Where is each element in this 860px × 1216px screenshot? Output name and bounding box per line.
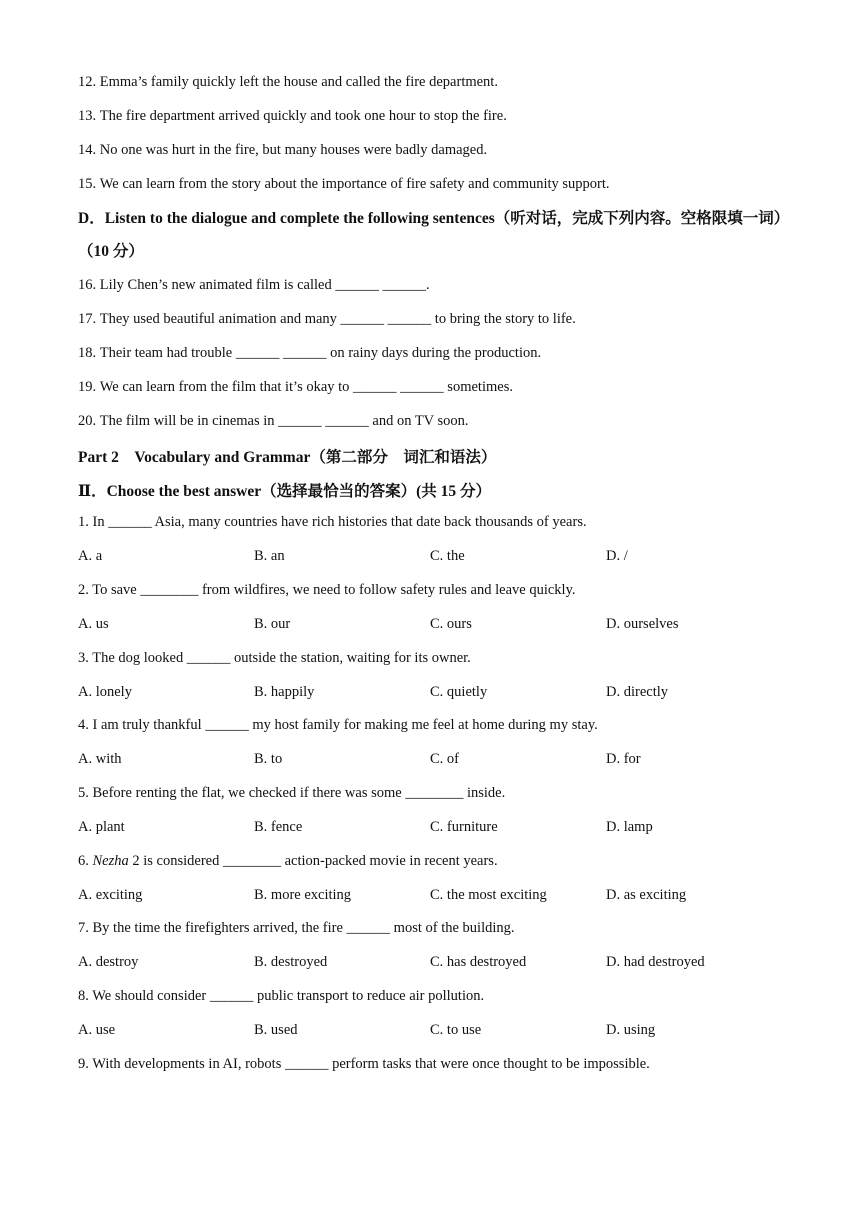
option-b: B. destroyed bbox=[254, 954, 328, 970]
option-a: A. exciting bbox=[78, 887, 143, 903]
option-c: C. the most exciting bbox=[430, 887, 547, 903]
item-12 bbox=[78, 74, 498, 91]
item-text: We can learn from the film that it’s okay to ______ ______ sometimes. bbox=[99, 379, 513, 395]
movie-title: Nezha bbox=[92, 853, 129, 869]
option-d: D. using bbox=[606, 1022, 656, 1038]
item-number: 18. bbox=[78, 345, 97, 361]
item-17 bbox=[78, 311, 576, 328]
question-4: 4. I am truly thankful ______ my host family for making me feel at home during my stay. bbox=[78, 717, 598, 733]
option-d: D. lamp bbox=[606, 819, 653, 835]
option-b: B. fence bbox=[254, 819, 303, 835]
item-number: 20. bbox=[78, 413, 97, 429]
part2-subheading: Ⅱ．Choose the best answer（选择最恰当的答案）(共 15 分） bbox=[78, 483, 492, 500]
item-18 bbox=[78, 345, 541, 362]
question-9: 9. With developments in AI, robots ______ perform tasks that were once thought to be impossible. bbox=[78, 1056, 650, 1072]
item-text: The film will be in cinemas in ______ ______ and on TV soon. bbox=[99, 413, 469, 429]
option-d: D. as exciting bbox=[606, 887, 687, 903]
item-number: 17. bbox=[78, 311, 97, 327]
question-number: 6. bbox=[78, 853, 93, 869]
option-b: B. to bbox=[254, 751, 283, 767]
item-text: Emma’s family quickly left the house and called the fire department. bbox=[99, 74, 498, 90]
item-number: 19. bbox=[78, 379, 97, 395]
question-2: 2. To save ________ from wildfires, we need to follow safety rules and leave quickly. bbox=[78, 582, 576, 598]
item-text: They used beautiful animation and many ______ ______ to bring the story to life. bbox=[99, 311, 576, 327]
option-a: A. a bbox=[78, 548, 103, 564]
question-7: 7. By the time the firefighters arrived, the fire ______ most of the building. bbox=[78, 920, 515, 936]
question-text: 2 is considered ________ action-packed movie in recent years. bbox=[128, 853, 498, 869]
option-a: A. plant bbox=[78, 819, 125, 835]
item-number: 15. bbox=[78, 176, 97, 192]
option-b: B. happily bbox=[254, 684, 315, 700]
question-1: 1. In ______ Asia, many countries have rich histories that date back thousands of years. bbox=[78, 514, 587, 530]
item-20 bbox=[78, 413, 469, 430]
item-14 bbox=[78, 142, 487, 159]
option-d: D. had destroyed bbox=[606, 954, 705, 970]
item-number: 13. bbox=[78, 108, 97, 124]
option-a: A. us bbox=[78, 616, 109, 632]
item-number: 16. bbox=[78, 277, 97, 293]
option-a: A. lonely bbox=[78, 684, 132, 700]
option-c: C. to use bbox=[430, 1022, 482, 1038]
option-b: B. used bbox=[254, 1022, 298, 1038]
item-text: No one was hurt in the fire, but many houses were badly damaged. bbox=[99, 142, 488, 158]
option-d: D. ourselves bbox=[606, 616, 679, 632]
item-number: 12. bbox=[78, 74, 97, 90]
question-8: 8. We should consider ______ public transport to reduce air pollution. bbox=[78, 988, 485, 1004]
option-a: A. use bbox=[78, 1022, 116, 1038]
item-13 bbox=[78, 108, 507, 125]
question-6 bbox=[78, 853, 498, 870]
item-number: 14. bbox=[78, 142, 97, 158]
option-d: D. directly bbox=[606, 684, 669, 700]
item-text: We can learn from the story about the importance of fire safety and community support. bbox=[99, 176, 610, 192]
option-b: B. more exciting bbox=[254, 887, 352, 903]
option-b: B. our bbox=[254, 616, 291, 632]
option-c: C. has destroyed bbox=[430, 954, 527, 970]
question-3: 3. The dog looked ______ outside the station, waiting for its owner. bbox=[78, 650, 471, 666]
option-c: C. of bbox=[430, 751, 459, 767]
item-text: The fire department arrived quickly and took one hour to stop the fire. bbox=[99, 108, 507, 124]
option-c: C. ours bbox=[430, 616, 472, 632]
item-15 bbox=[78, 176, 610, 193]
option-d: D. for bbox=[606, 751, 641, 767]
item-text: Lily Chen’s new animated film is called ______ ______. bbox=[99, 277, 430, 293]
item-text: Their team had trouble ______ ______ on rainy days during the production. bbox=[99, 345, 542, 361]
option-a: A. with bbox=[78, 751, 122, 767]
question-5: 5. Before renting the flat, we checked if there was some ________ inside. bbox=[78, 785, 506, 801]
part2-heading: Part 2 Vocabulary and Grammar（第二部分 词汇和语法） bbox=[78, 449, 497, 466]
item-19 bbox=[78, 379, 513, 396]
item-16 bbox=[78, 277, 430, 294]
option-a: A. destroy bbox=[78, 954, 139, 970]
option-c: C. the bbox=[430, 548, 465, 564]
option-c: C. quietly bbox=[430, 684, 488, 700]
option-d: D. / bbox=[606, 548, 628, 564]
option-c: C. furniture bbox=[430, 819, 498, 835]
option-b: B. an bbox=[254, 548, 285, 564]
section-d-heading: D．Listen to the dialogue and complete the following sentences（听对话，完成下列内容。空格限填一词）（10 分） bbox=[78, 210, 782, 260]
